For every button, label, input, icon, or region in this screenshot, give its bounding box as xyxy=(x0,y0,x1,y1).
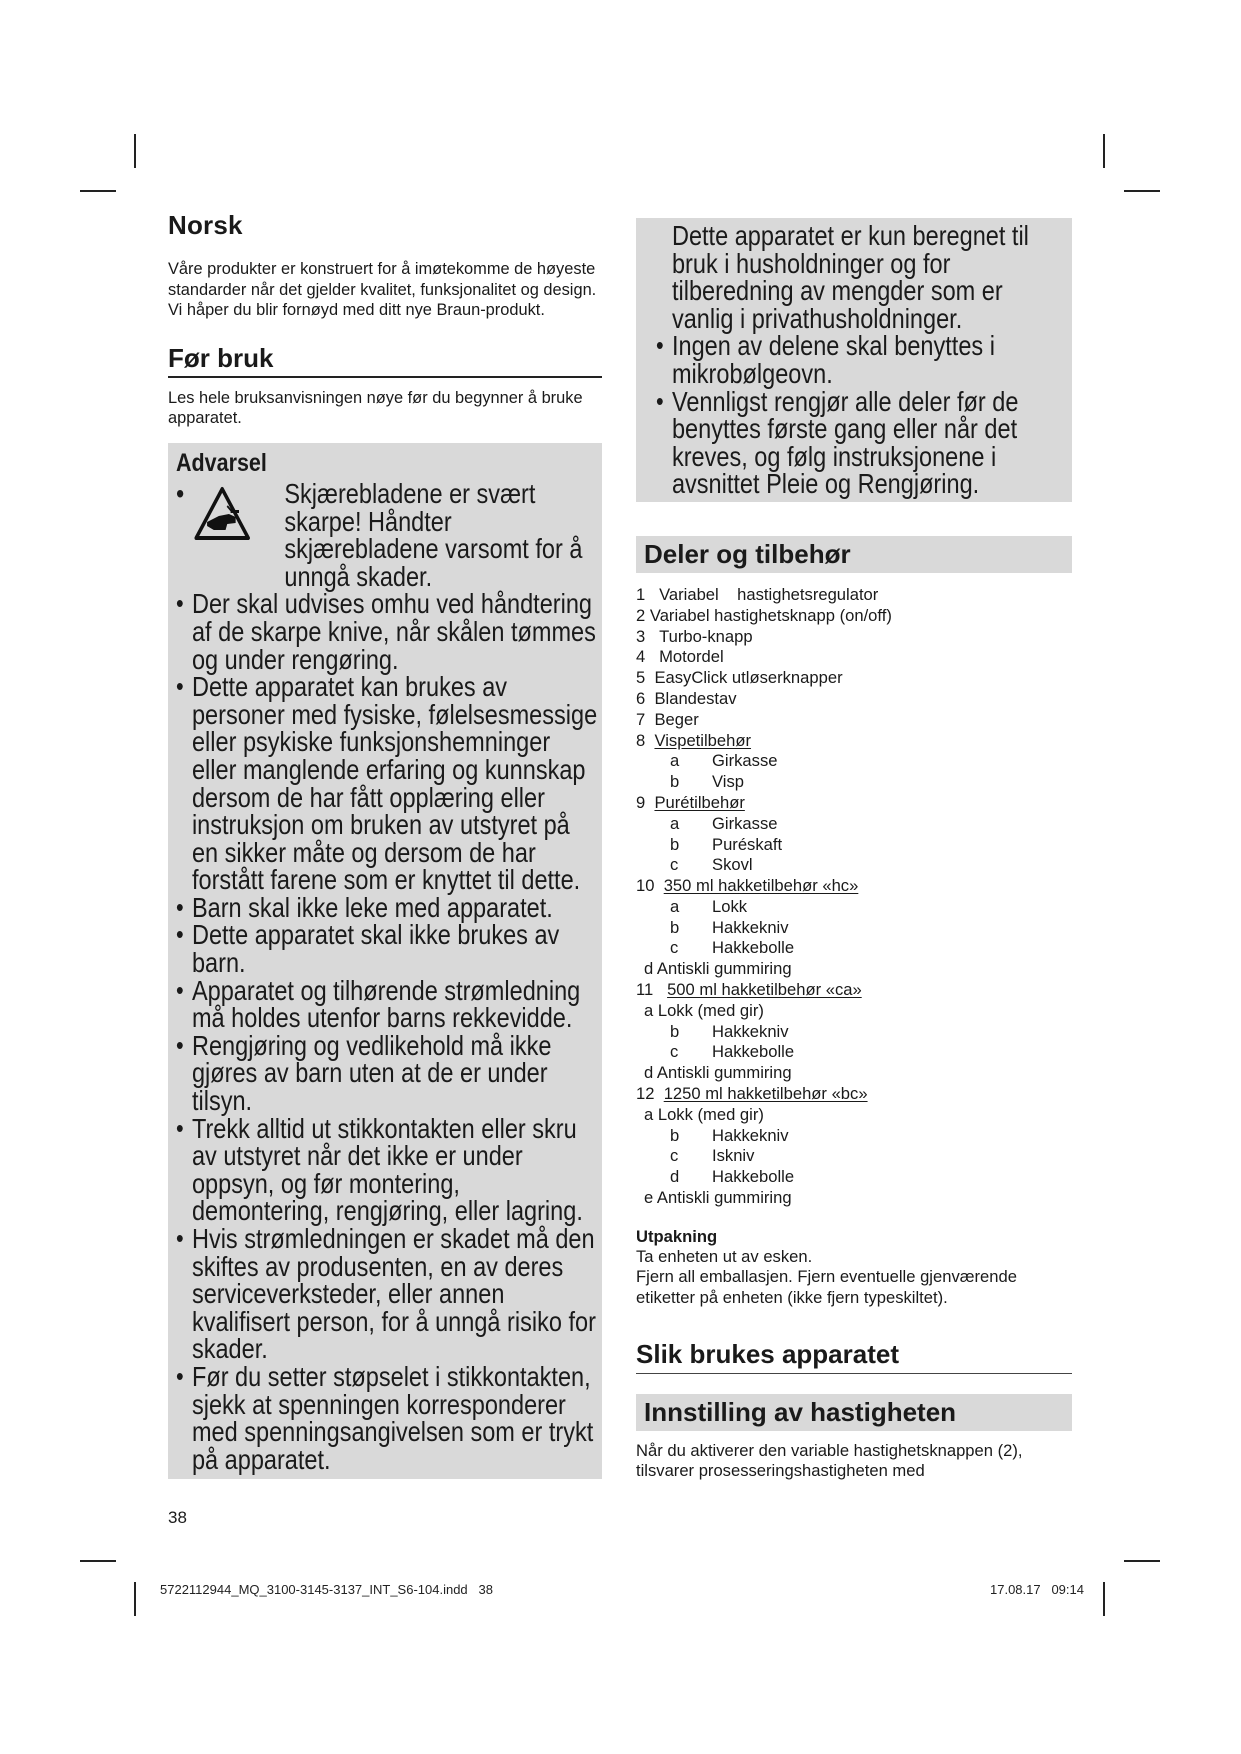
warning-box xyxy=(168,443,602,1479)
list-subitem: c Hakkebolle xyxy=(670,938,795,958)
warning-item: • Ingen av delene skal benyttes i mikrobølgeovn. xyxy=(656,332,1064,387)
warning-item xyxy=(656,222,1064,332)
list-item: 11 500 ml hakketilbehør «ca» xyxy=(636,980,862,1000)
list-subitem: b Hakkekniv xyxy=(670,1125,789,1145)
warning-item-text: Før du setter støpselet i stikkontakten, sjekk at spenningen korresponderer med spenningsangivelsen som er trykt på apparatet. xyxy=(191,1360,594,1475)
crop-mark xyxy=(1103,134,1105,168)
warning-item-text: Ingen av delene skal benyttes i mikrobølgeovn. xyxy=(671,330,995,389)
warning-item: • Hvis strømledningen er skadet må den skiftes av produsenten, en av deres serviceverksteder, eller annen kvalifisert person, for å unngå risiko for skader. xyxy=(176,1223,596,1365)
crop-mark xyxy=(80,190,116,192)
list-subitem: c Hakkebolle xyxy=(670,1042,795,1062)
warning-heading: Advarsel xyxy=(176,448,267,477)
warning-item: • Rengjøring og vedlikehold må ikke gjøres av barn uten at de er under tilsyn. xyxy=(176,1032,598,1115)
warning-item-text: Rengjøring og vedlikehold må ikke gjøres av barn uten at de er under tilsyn. xyxy=(191,1029,552,1117)
crop-mark xyxy=(1124,190,1160,192)
list-item: 5 EasyClick utløserknapper xyxy=(636,668,843,688)
warning-item-text: Dette apparatet er kun beregnet til bruk i husholdninger og for tilberedning av mengder som er vanlig i privathusholdninger. xyxy=(671,220,1029,334)
warning-item-text: Barn skal ikke leke med apparatet. xyxy=(191,891,553,923)
list-subitem: b Visp xyxy=(670,772,744,792)
warning-item-text: Trekk alltid ut stikkontakten eller skru av utstyret når det ikke er under oppsyn, og før montering, demontering, rengjøring, eller lagring. xyxy=(191,1112,583,1227)
crop-mark xyxy=(80,1560,116,1562)
parts-heading: Deler og tilbehør xyxy=(636,536,1072,573)
warning-item: • Dette apparatet kan brukes av personer med fysiske, følelsesmessige eller psykiske funksjonshemninger eller manglende erfaring og kunnskap dersom de har fått opplæring eller instruksjon om bruken av utstyret på en sikker måte og dersom de har forstått farene som er knyttet til dette. xyxy=(176,671,598,896)
warning-item-text: Vennligst rengjør alle deler før de benyttes første gang eller når det kreves, og følg instruksjonene i avsnittet Pleie og Rengjøring. xyxy=(671,385,1019,500)
list-item: 7 Beger xyxy=(636,709,699,729)
warning-item-text: Hvis strømledningen er skadet må den skiftes av produsenten, en av deres serviceverksteder, eller annen kvalifisert person, for å unngå risiko for skader. xyxy=(191,1223,596,1365)
list-item: 10 350 ml hakketilbehør «hc» xyxy=(636,876,859,896)
warning-item: • Barn skal ikke leke med apparatet. xyxy=(176,894,598,922)
speed-paragraph: Når du aktiverer den variable hastighetsknappen (2), tilsvarer prosesseringshastigheten med xyxy=(636,1440,1023,1481)
crop-mark xyxy=(1124,1560,1160,1562)
unpacking-heading: Utpakning xyxy=(636,1226,718,1246)
list-subitem: d Antiskli gummiring xyxy=(644,1063,792,1083)
warning-item-text: Der skal udvises omhu ved håndtering af de skarpe knive, når skålen tømmes og under rengøring. xyxy=(191,588,596,675)
footer-file-info: 5722112944_MQ_3100-3145-3137_INT_S6-104.indd 38 xyxy=(160,1582,493,1597)
warning-list xyxy=(176,477,598,1475)
warning-item xyxy=(176,477,598,592)
list-item: 1 Variabel hastighetsregulator xyxy=(636,584,879,604)
warning-item-text: Skjærebladene er svært skarpe! Håndter skjærebladene varsomt for å unngå skader. xyxy=(284,477,583,592)
crop-mark xyxy=(1103,1582,1105,1616)
footer-timestamp: 17.08.17 09:14 xyxy=(990,1582,1084,1597)
unpacking-line: Ta enheten ut av esken. xyxy=(636,1246,813,1266)
list-subitem: b Puréskaft xyxy=(670,834,783,854)
list-subitem: a Girkasse xyxy=(670,751,778,771)
list-item: 9 Purétilbehør xyxy=(636,792,745,812)
before-use-paragraph: Les hele bruksanvisningen nøye før du begynner å bruke apparatet. xyxy=(168,388,583,428)
list-item: 6 Blandestav xyxy=(636,688,737,708)
right-column xyxy=(636,222,1072,1482)
list-subitem: a Girkasse xyxy=(670,813,778,833)
bullet: • xyxy=(176,477,185,509)
crop-mark xyxy=(134,134,136,168)
warning-item: • Der skal udvises omhu ved håndtering af de skarpe knive, når skålen tømmes og under rengøring. xyxy=(176,588,596,675)
list-subitem: a Lokk (med gir) xyxy=(644,1000,764,1020)
before-use-heading: Før bruk xyxy=(168,343,602,378)
language-heading: Norsk xyxy=(168,210,243,240)
list-subitem: c Iskniv xyxy=(670,1146,755,1166)
list-subitem: d Antiskli gummiring xyxy=(644,959,792,979)
left-column xyxy=(168,210,602,1479)
how-to-use-heading: Slik brukes apparatet xyxy=(636,1339,1072,1374)
warning-item-text: Dette apparatet kan brukes av personer med fysiske, følelsesmessige eller psykiske funksjonshemninger eller manglende erfaring og kunnskap dersom de har fått opplæring eller instruksjon om bruken av utstyret på en sikker måte og dersom de har forstått farene som er knyttet til dette. xyxy=(191,671,598,896)
hand-blade-warning-icon xyxy=(192,480,259,547)
list-item: 4 Motordel xyxy=(636,647,724,667)
warning-item: • Før du setter støpselet i stikkontakten, sjekk at spenningen korresponderer med spenningsangivelsen som er trykt på apparatet. xyxy=(176,1363,598,1473)
crop-mark xyxy=(134,1582,136,1616)
list-subitem: d Hakkebolle xyxy=(670,1167,795,1187)
speed-heading: Innstilling av hastigheten xyxy=(636,1394,1072,1431)
warning-item: • Dette apparatet skal ikke brukes av barn. xyxy=(176,921,598,976)
warning-continued-box xyxy=(636,218,1072,502)
list-subitem: c Skovl xyxy=(670,855,753,875)
list-item: 8 Vispetilbehør xyxy=(636,730,752,750)
parts-list xyxy=(636,585,1072,1209)
unpacking-line: Fjern all emballasjen. Fjern eventuelle gjenværende etiketter på enheten (ikke fjern typeskiltet). xyxy=(636,1267,1017,1308)
warning-item-text: Apparatet og tilhørende strømledning må holdes utenfor barns rekkevidde. xyxy=(191,974,581,1034)
warning-item: • Vennligst rengjør alle deler før de benyttes første gang eller når det kreves, og følg instruksjonene i avsnittet Pleie og Rengjøring. xyxy=(656,388,1064,498)
list-item: 3 Turbo-knapp xyxy=(636,626,753,646)
list-item: 2 Variabel hastighetsknapp (on/off) xyxy=(636,605,892,625)
intro-paragraph: Våre produkter er konstruert for å imøtekomme de høyeste standarder når det gjelder kvalitet, funksjonalitet og design. Vi håper du blir fornøyd med ditt nye Braun-produkt. xyxy=(168,260,597,320)
list-subitem: b Hakkekniv xyxy=(670,917,789,937)
list-subitem: a Lokk xyxy=(670,896,748,916)
list-subitem: a Lokk (med gir) xyxy=(644,1104,764,1124)
list-item: 12 1250 ml hakketilbehør «bc» xyxy=(636,1084,868,1104)
warning-item: • Apparatet og tilhørende strømledning må holdes utenfor barns rekkevidde. xyxy=(176,977,598,1032)
list-subitem: b Hakkekniv xyxy=(670,1021,789,1041)
warning-list xyxy=(656,222,1064,498)
page-number: 38 xyxy=(168,1508,187,1527)
warning-item: • Trekk alltid ut stikkontakten eller skru av utstyret når det ikke er under oppsyn, og før montering, demontering, rengjøring, eller lagring. xyxy=(176,1115,598,1225)
list-subitem: e Antiskli gummiring xyxy=(644,1188,792,1208)
warning-item-text: Dette apparatet skal ikke brukes av barn. xyxy=(191,919,560,979)
